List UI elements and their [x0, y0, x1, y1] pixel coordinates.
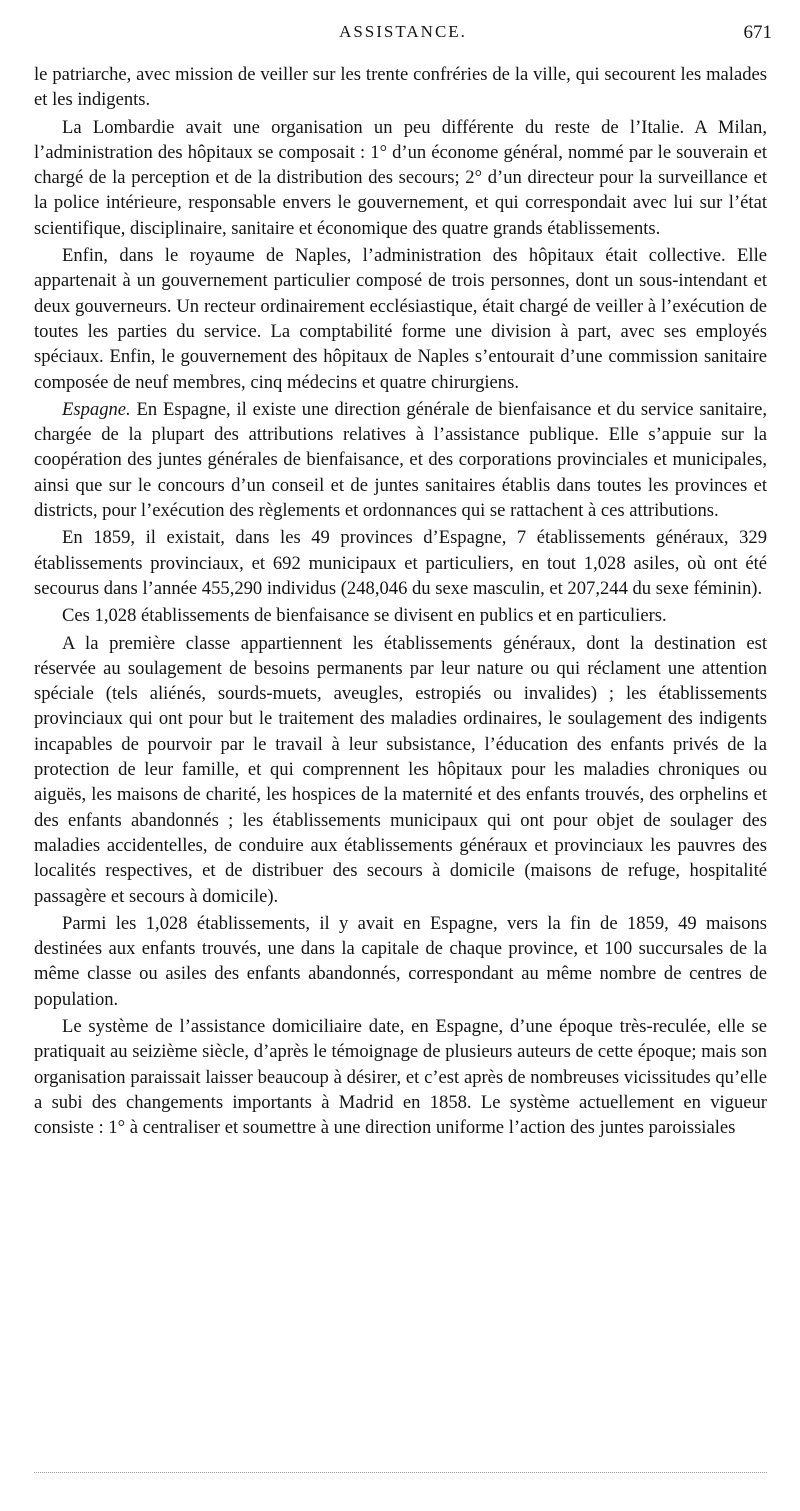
- body-text: [34, 62, 767, 1142]
- paragraph-text: En Espagne, il existe une direction générale de bienfaisance et du service sanitaire, chargée de la plupart des attributions relatives à l’assistance publique. Elle s’appuie sur la coopération des juntes générales de bienfaisance, et des corporations provinciales et municipales, ainsi que sur le concours d’un conseil et de juntes sanitaires établis dans toutes les provinces et districts, pour l’exécution des règlements et ordonnances qui se rattachent à ces attributions.: [34, 398, 767, 522]
- paragraph-text: Parmi les 1,028 établissements, il y avait en Espagne, vers la fin de 1859, 49 maisons destinées aux enfants trouvés, une dans la capitale de chaque province, et 100 succursales de la même classe ou asiles des enfants abandonnés, correspondant au même nombre de centres de population.: [34, 912, 767, 1010]
- section-lead-spain: Espagne.: [62, 398, 131, 420]
- paragraph-text: En 1859, il existait, dans les 49 provinces d’Espagne, 7 établissements généraux, 329 établissements provinciaux, et 692 municipaux et particuliers, en tout 1,028 asiles, où ont été secourus dans l’année 455,290 individus (248,046 du sexe masculin, et 207,244 du sexe féminin).: [34, 527, 767, 599]
- paragraph-text: La Lombardie avait une organisation un peu différente du reste de l’Italie. A Milan, l’administration des hôpitaux se composait : 1° d’un économe général, nommé par le souverain et chargé de la perception et de la distribution des secours; 2° d’un directeur pour la surveillance et la police intérieure, responsable envers le gouvernement, et qui correspondait avec lui sur l’état scientifique, disciplinaire, sanitaire et économique des quatre grands établissements.: [34, 116, 767, 239]
- paragraph-public-private-division: [34, 603, 767, 628]
- paragraph-naples: [34, 243, 767, 395]
- paragraph-text: Le système de l’assistance domiciliaire date, en Espagne, d’une époque très-reculée, elle se pratiquait au seizième siècle, d’après le témoignage de plusieurs auteurs de cette époque; mais son organisation paraissait laisser beaucoup à désirer, et c’est après de nombreuses vicissitudes qu’elle a subi des changements importants à Madrid en 1858. Le système actuellement en vigueur consiste : 1° à centraliser et soumettre à une direction uniforme l’action des juntes paroissiales: [34, 1015, 767, 1139]
- paragraph-home-assistance: [34, 1014, 767, 1140]
- paragraph-italy-confraternities: [34, 62, 767, 113]
- running-head: ASSISTANCE.: [339, 22, 467, 41]
- paragraph-text: Enfin, dans le royaume de Naples, l’administration des hôpitaux était collective. Elle appartenait à un gouvernement particulier composé de trois personnes, dont un sous-intendant et deux gouverneurs. Un recteur ordinairement ecclésiastique, était chargé de veiller à l’exécution de toutes les parties du service. La comptabilité forme une division à part, avec ses employés spéciaux. Enfin, le gouvernement des hôpitaux de Naples s’entourait d’une commission sanitaire composée de neuf membres, cinq médecins et quatre chirurgiens.: [34, 245, 767, 393]
- paragraph-spain-direction: [34, 397, 767, 523]
- paragraph-foundling-homes: [34, 911, 767, 1012]
- page-number: 671: [743, 22, 772, 43]
- paragraph-text: le patriarche, avec mission de veiller sur les trente confréries de la ville, qui secourent les malades et les indigents.: [34, 64, 767, 111]
- paragraph-text: A la première classe appartiennent les établissements généraux, dont la destination est réservée au soulagement de besoins permanents par leur nature ou qui réclament une attention spéciale (tels aliénés, sourds-muets, aveugles, estropiés ou invalides) ; les établissements provinciaux qui ont pour but le traitement des maladies ordinaires, le soulagement des indigents incapables de pourvoir par le travail à leur subsistance, l’éducation des enfants privés de la protection de leur famille, et qui comprennent les hôpitaux pour les maladies chroniques ou aiguës, les maisons de charité, les hospices de la maternité et des enfants trouvés, des orphelins et des enfants abandonnés ; les établissements municipaux qui ont pour objet de soulager des maladies accidentelles, de conduire aux établissements généraux et provinciaux les pauvres des localités respectives, et de distribuer des secours à domicile (maisons de refuge, hospitalité passagère et secours à domicile).: [34, 632, 767, 907]
- paragraph-lombardy: [34, 115, 767, 241]
- page-header: [34, 22, 772, 52]
- paragraph-text: Ces 1,028 établissements de bienfaisance se divisent en publics et en particuliers.: [62, 605, 667, 627]
- footer-rule: [34, 1472, 767, 1473]
- paragraph-first-class: [34, 631, 767, 909]
- paragraph-spain-1859-statistics: [34, 525, 767, 601]
